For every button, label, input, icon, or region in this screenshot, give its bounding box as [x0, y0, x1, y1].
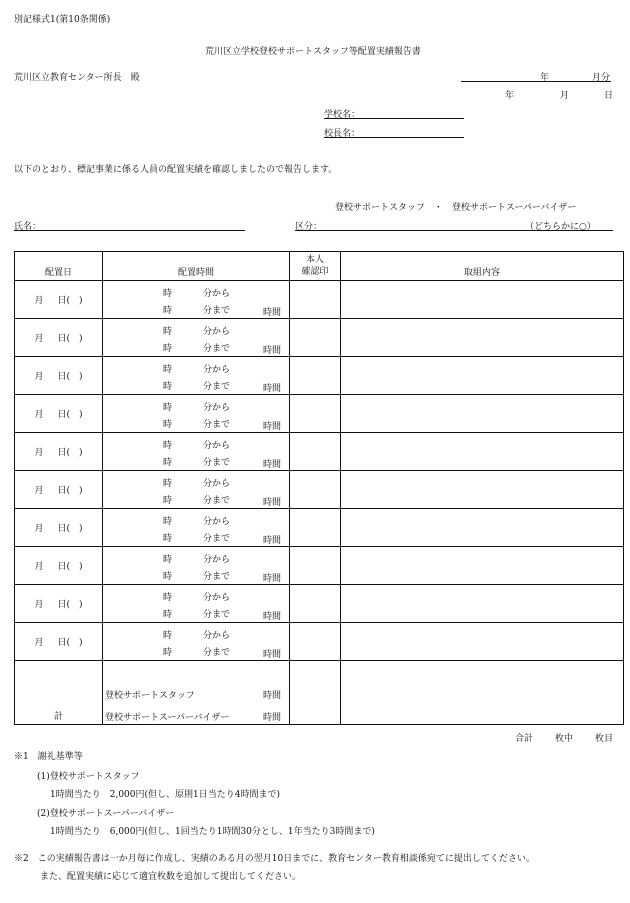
school-name-label: 学校名：	[324, 110, 361, 120]
month-label: 月	[34, 524, 44, 534]
placement-table	[14, 251, 624, 725]
from-min-label: 分から	[203, 631, 231, 641]
day-label: 日( )	[57, 296, 83, 306]
to-min-label: 分まで	[203, 610, 231, 620]
day-label: 日( )	[57, 562, 83, 572]
seal-cell[interactable]	[290, 433, 341, 471]
from-hour-label: 時	[163, 517, 173, 527]
from-hour-label: 時	[163, 365, 173, 375]
table-row	[15, 471, 624, 509]
day-label: 日( )	[57, 638, 83, 648]
to-hour-label: 時	[163, 306, 173, 316]
total-hours-cell: 登校サポートスタッフ 時間 登校サポートスーパーバイザー 時間	[103, 661, 290, 725]
time-cell[interactable]	[103, 395, 290, 433]
hours-label: 時間	[263, 536, 282, 546]
total-label-cell: 計	[15, 661, 103, 725]
school-name-field[interactable]	[324, 118, 464, 119]
day-label: 日( )	[57, 524, 83, 534]
date-cell[interactable]	[15, 471, 103, 509]
table-row	[15, 395, 624, 433]
to-hour-label: 時	[163, 610, 173, 620]
intro-text: 以下のとおり、標記事業に係る人員の配置実績を確認しましたので報告します。	[14, 165, 338, 175]
from-min-label: 分から	[203, 365, 231, 375]
from-hour-label: 時	[163, 593, 173, 603]
table-row	[15, 357, 624, 395]
note1-item2: (2)登校サポートスーパーバイザー	[37, 809, 175, 819]
to-hour-label: 時	[163, 648, 173, 658]
from-min-label: 分から	[203, 479, 231, 489]
content-cell[interactable]	[341, 585, 624, 623]
to-hour-label: 時	[163, 496, 173, 506]
division-label: 区分：	[295, 222, 323, 232]
header-content: 取組内容	[341, 252, 624, 281]
to-min-label: 分まで	[203, 496, 231, 506]
month-label: 月	[34, 562, 44, 572]
date-cell[interactable]	[15, 547, 103, 585]
time-cell[interactable]	[103, 585, 290, 623]
content-cell[interactable]	[341, 433, 624, 471]
time-cell[interactable]	[103, 623, 290, 661]
to-min-label: 分まで	[203, 382, 231, 392]
seal-cell[interactable]	[290, 509, 341, 547]
from-hour-label: 時	[163, 441, 173, 451]
from-min-label: 分から	[203, 289, 231, 299]
note1-title: ※1 謝礼基準等	[14, 752, 83, 762]
day-label: 日( )	[57, 448, 83, 458]
content-cell[interactable]	[341, 623, 624, 661]
seal-cell[interactable]	[290, 471, 341, 509]
name-field[interactable]	[14, 230, 245, 231]
date-cell[interactable]	[15, 585, 103, 623]
to-hour-label: 時	[163, 382, 173, 392]
date-cell[interactable]	[15, 509, 103, 547]
note1-item1-detail: 1時間当たり 2,000円(但し、原則1日当たり4時間まで)	[50, 790, 280, 800]
table-row	[15, 623, 624, 661]
table-row	[15, 433, 624, 471]
to-hour-label: 時	[163, 534, 173, 544]
from-min-label: 分から	[203, 327, 231, 337]
note1-item2-detail: 1時間当たり 6,000円(但し、1回当たり1時間30分とし、1年当たり3時間まで)	[50, 827, 375, 837]
from-hour-label: 時	[163, 479, 173, 489]
seal-cell[interactable]	[290, 357, 341, 395]
name-label: 氏名：	[14, 222, 42, 232]
hours-label: 時間	[263, 422, 282, 432]
to-hour-label: 時	[163, 572, 173, 582]
month-label: 月	[34, 638, 44, 648]
hours-label: 時間	[263, 498, 282, 508]
month-label: 月	[34, 334, 44, 344]
day-label: 日( )	[57, 334, 83, 344]
division-field[interactable]	[295, 230, 613, 231]
report-period-line	[461, 81, 611, 82]
form-number: 別記様式1(第10条関係)	[14, 15, 111, 25]
from-hour-label: 時	[163, 631, 173, 641]
time-cell[interactable]	[103, 319, 290, 357]
addressee: 荒川区立教育センター所長 殿	[14, 73, 140, 83]
table-row	[15, 509, 624, 547]
time-cell[interactable]	[103, 433, 290, 471]
to-min-label: 分まで	[203, 420, 231, 430]
month-label: 月	[34, 372, 44, 382]
date-cell[interactable]	[15, 319, 103, 357]
to-min-label: 分まで	[203, 458, 231, 468]
month-label: 月	[34, 600, 44, 610]
category-options: 登校サポートスタッフ ・ 登校サポートスーパーバイザー	[335, 203, 577, 213]
principal-name-field[interactable]	[324, 137, 464, 138]
date-cell[interactable]	[15, 357, 103, 395]
time-cell[interactable]	[103, 509, 290, 547]
table-row	[15, 585, 624, 623]
table-row	[15, 319, 624, 357]
hours-label: 時間	[263, 460, 282, 470]
content-cell[interactable]	[341, 319, 624, 357]
header-date: 配置日	[15, 252, 103, 281]
day-label: 日( )	[57, 486, 83, 496]
table-row	[15, 547, 624, 585]
to-hour-label: 時	[163, 458, 173, 468]
seal-cell[interactable]	[290, 623, 341, 661]
from-min-label: 分から	[203, 517, 231, 527]
from-hour-label: 時	[163, 289, 173, 299]
table-row	[15, 281, 624, 319]
hours-label: 時間	[263, 650, 282, 660]
to-min-label: 分まで	[203, 572, 231, 582]
to-hour-label: 時	[163, 420, 173, 430]
day-label: 日( )	[57, 600, 83, 610]
hours-label: 時間	[263, 612, 282, 622]
to-min-label: 分まで	[203, 306, 231, 316]
seal-cell[interactable]	[290, 319, 341, 357]
date-cell[interactable]	[15, 623, 103, 661]
hours-label: 時間	[263, 308, 282, 318]
total-content-cell[interactable]	[341, 661, 624, 725]
total-row	[15, 661, 624, 725]
sheet-page-label: 枚目	[595, 734, 614, 744]
day-label: 日( )	[57, 410, 83, 420]
principal-name-label: 校長名：	[324, 129, 361, 139]
time-cell[interactable]	[103, 471, 290, 509]
to-min-label: 分まで	[203, 534, 231, 544]
date-cell[interactable]	[15, 433, 103, 471]
choose-note: （どちらかに○）	[525, 222, 596, 232]
day-label: 日( )	[57, 372, 83, 382]
hours-label: 時間	[263, 574, 282, 584]
to-min-label: 分まで	[203, 344, 231, 354]
header-seal: 本人 確認印	[290, 252, 341, 281]
report-month-label: 月分	[592, 73, 611, 83]
from-hour-label: 時	[163, 555, 173, 565]
from-hour-label: 時	[163, 403, 173, 413]
note1-item1: (1)登校サポートスタッフ	[37, 772, 140, 782]
content-cell[interactable]	[341, 509, 624, 547]
seal-cell[interactable]	[290, 547, 341, 585]
from-min-label: 分から	[203, 403, 231, 413]
time-cell[interactable]	[103, 357, 290, 395]
from-min-label: 分から	[203, 593, 231, 603]
time-cell[interactable]	[103, 547, 290, 585]
date-month-label: 月	[560, 91, 570, 101]
sheet-of-label: 枚中	[555, 734, 574, 744]
total-seal-cell[interactable]	[290, 661, 341, 725]
content-cell[interactable]	[341, 357, 624, 395]
hours-label: 時間	[263, 384, 282, 394]
content-cell[interactable]	[341, 395, 624, 433]
date-cell[interactable]	[15, 281, 103, 319]
content-cell[interactable]	[341, 471, 624, 509]
sheet-total-label: 合計	[515, 734, 534, 744]
month-label: 月	[34, 448, 44, 458]
from-min-label: 分から	[203, 441, 231, 451]
seal-cell[interactable]	[290, 585, 341, 623]
seal-cell[interactable]	[290, 281, 341, 319]
to-min-label: 分まで	[203, 648, 231, 658]
content-cell[interactable]	[341, 547, 624, 585]
from-min-label: 分から	[203, 555, 231, 565]
date-cell[interactable]	[15, 395, 103, 433]
date-year-label: 年	[505, 91, 515, 101]
to-hour-label: 時	[163, 344, 173, 354]
month-label: 月	[34, 486, 44, 496]
month-label: 月	[34, 296, 44, 306]
date-day-label: 日	[604, 91, 614, 101]
content-cell[interactable]	[341, 281, 624, 319]
seal-cell[interactable]	[290, 395, 341, 433]
header-time: 配置時間	[103, 252, 290, 281]
note2-line2: また、配置実績に応じて適宜枚数を追加して提出してください。	[40, 872, 302, 882]
report-year-label: 年	[540, 73, 550, 83]
from-hour-label: 時	[163, 327, 173, 337]
time-cell[interactable]	[103, 281, 290, 319]
note2-line1: ※2 この実績報告書は一か月毎に作成し、実績のある月の翌月10日までに、教育センター教育相談係宛てに提出してください。	[14, 854, 535, 864]
month-label: 月	[34, 410, 44, 420]
document-title: 荒川区立学校登校サポートスタッフ等配置実績報告書	[205, 47, 421, 57]
hours-label: 時間	[263, 346, 282, 356]
